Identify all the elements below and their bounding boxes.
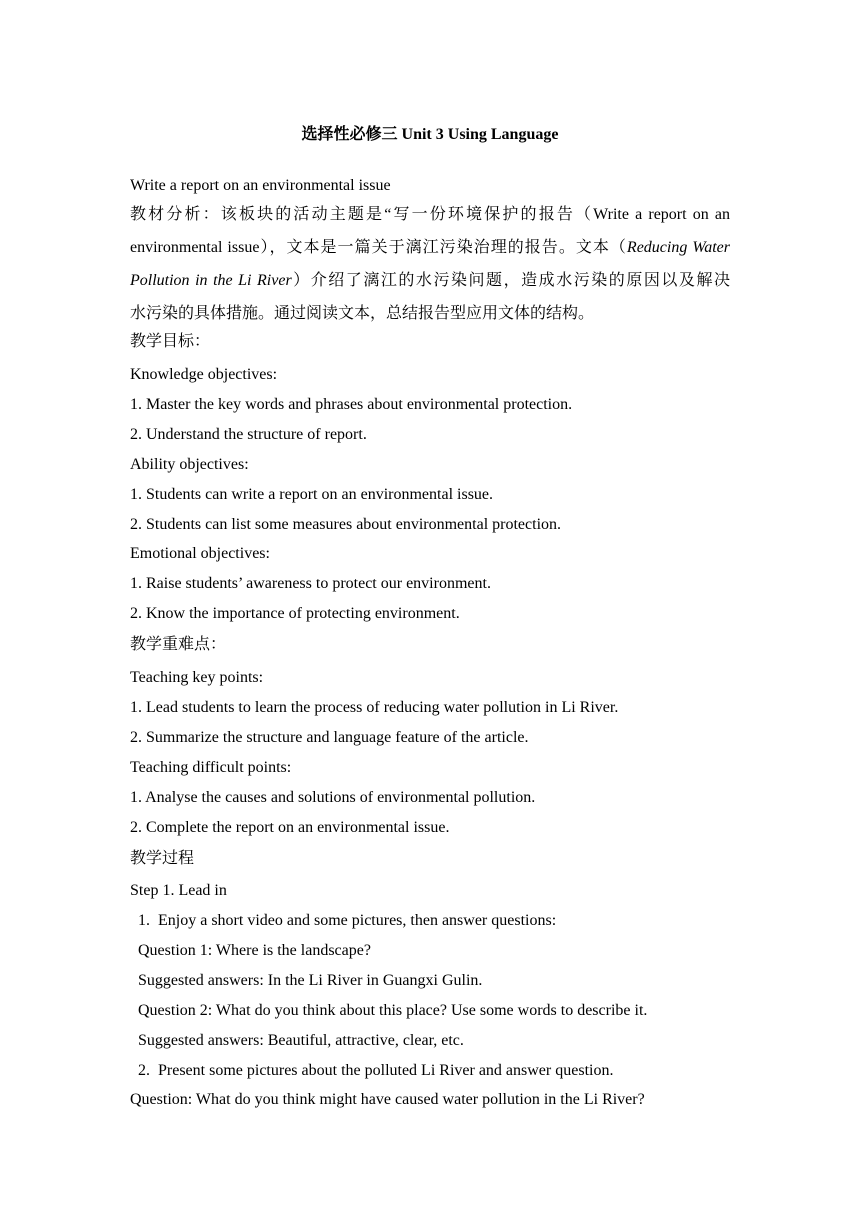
points-heading: 教学重难点： [130,636,227,653]
step-1-heading: Step 1. Lead in [130,882,227,899]
ability-objectives-label: Ability objectives: [130,456,249,473]
analysis-line-4: 水污染的具体措施。通过阅读文本，总结报告型应用文体的结构。 [130,305,595,322]
text-title-italic-2: Pollution in the Li River [130,272,292,289]
key-point-1: 1. Lead students to learn the process of reducing water pollution in Li River. [130,699,619,716]
answer-1: Suggested answers: In the Li River in Guangxi Gulin. [130,972,483,989]
answer-2: Suggested answers: Beautiful, attractive, clear, etc. [130,1032,464,1049]
analysis-line-2-text: environmental issue），文本是一篇关于漓江污染治理的报告。文本（ [130,239,627,256]
key-points-label: Teaching key points: [130,669,264,686]
emotional-item-1: 1. Raise students’ awareness to protect our environment. [130,575,491,592]
analysis-line-3 [130,264,730,297]
question-3: Question: What do you think might have caused water pollution in the Li River? [130,1091,645,1108]
question-1: Question 1: Where is the landscape? [130,942,371,959]
knowledge-objectives-label: Knowledge objectives: [130,366,278,383]
text-title-italic-1: Reducing Water [626,239,730,256]
ability-item-1: 1. Students can write a report on an environmental issue. [130,486,494,503]
analysis-line-1: 教材分析：该板块的活动主题是“写一份环境保护的报告（Write a report on an [130,206,730,223]
ability-item-2: 2. Students can list some measures about environmental protection. [130,516,562,533]
step-1-item-2: 2. Present some pictures about the polluted Li River and answer question. [130,1062,614,1079]
emotional-objectives-label: Emotional objectives: [130,545,270,562]
knowledge-item-2: 2. Understand the structure of report. [130,426,367,443]
analysis-line-3-text: ）介绍了漓江的水污染问题，造成水污染的原因以及解决 [291,272,730,289]
question-2: Question 2: What do you think about this place? Use some words to describe it. [130,1002,648,1019]
difficult-points-label: Teaching difficult points: [130,759,292,776]
process-heading: 教学过程 [130,850,195,867]
difficult-point-1: 1. Analyse the causes and solutions of environmental pollution. [130,789,536,806]
step-1-item-1: 1. Enjoy a short video and some pictures, then answer questions: [130,912,557,929]
goals-heading: 教学目标： [130,333,211,350]
analysis-line-2 [130,231,730,264]
difficult-point-2: 2. Complete the report on an environmental issue. [130,819,450,836]
emotional-item-2: 2. Know the importance of protecting environment. [130,605,460,622]
knowledge-item-1: 1. Master the key words and phrases about environmental protection. [130,396,573,413]
analysis-paragraph [130,198,730,330]
key-point-2: 2. Summarize the structure and language feature of the article. [130,729,529,746]
document-title: 选择性必修三 Unit 3 Using Language [301,126,559,143]
subtitle: Write a report on an environmental issue [130,177,391,194]
